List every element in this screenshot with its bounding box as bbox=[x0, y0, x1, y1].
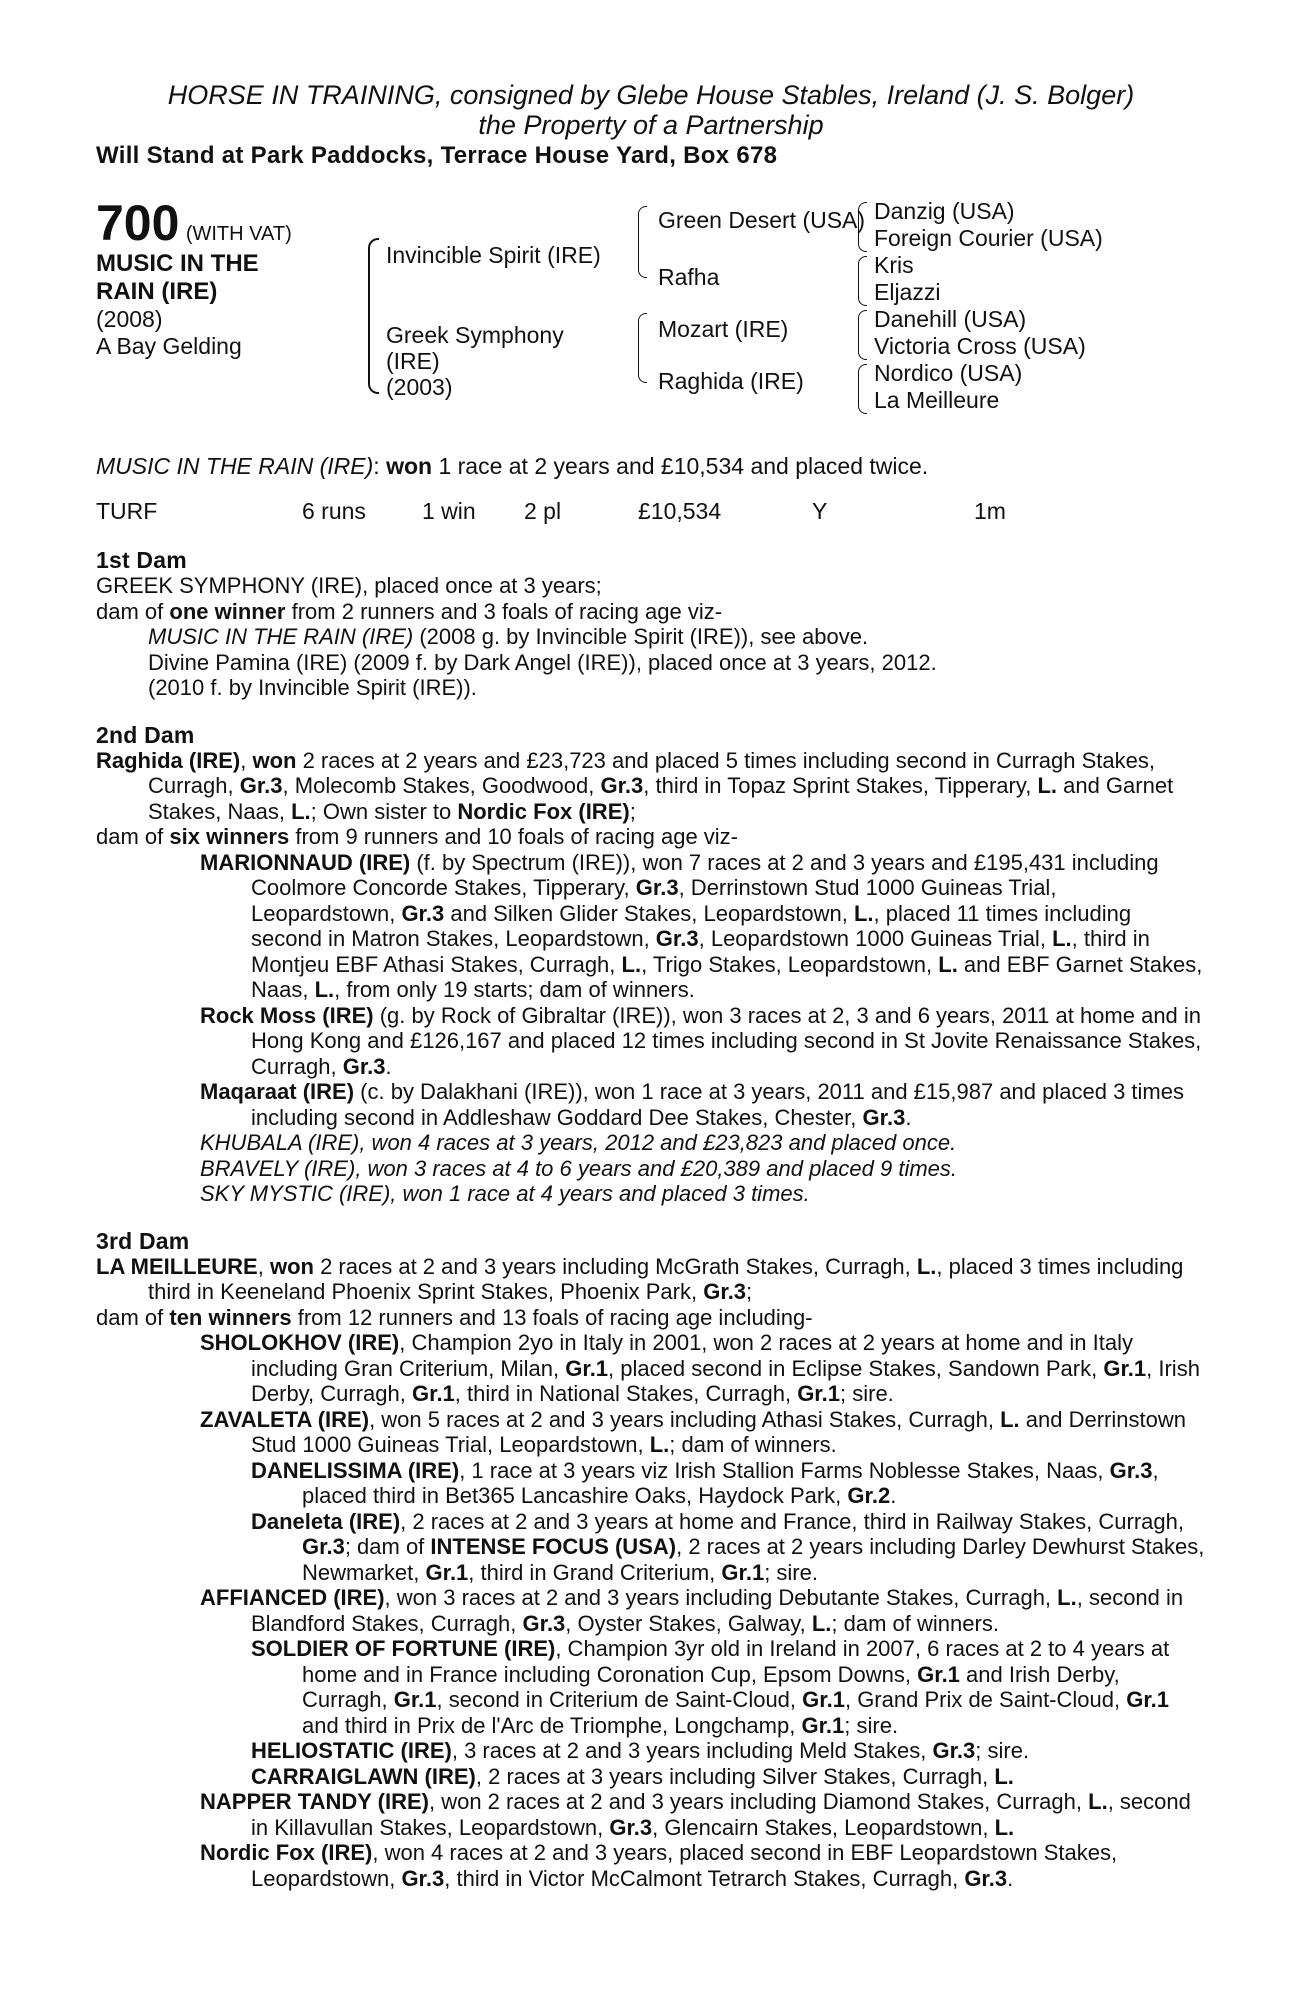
bold-text: Gr.3 bbox=[302, 1534, 345, 1559]
bold-text: Gr.1 bbox=[1126, 1687, 1170, 1712]
text: ; Own sister to bbox=[310, 798, 458, 824]
offspring-carraiglawn bbox=[96, 1764, 1206, 1790]
offspring-marionnaud bbox=[96, 850, 1206, 1003]
text: and EBF Garnet Stakes, Naas, bbox=[251, 951, 1203, 1002]
offspring-nordic-fox bbox=[96, 1840, 1206, 1891]
lot-number-block bbox=[96, 195, 292, 251]
offspring-bravely bbox=[96, 1156, 1206, 1182]
text: (g. by Rock of Gibraltar (IRE)), won 3 races at 2, 3 and 6 years, 2011 at home and in Hong Kong and £126,167 and placed 12 times including second in St Jovite Renaissance Stakes, Curragh, bbox=[251, 1002, 1202, 1079]
bold-text: Gr.3 bbox=[655, 926, 699, 951]
record-runs: 6 runs bbox=[302, 498, 366, 524]
text: . bbox=[1007, 1865, 1014, 1891]
text: , second in Killavullan Stakes, Leopardstown, bbox=[251, 1789, 1191, 1840]
text: , bbox=[240, 747, 253, 773]
bold-text: Gr.2 bbox=[847, 1483, 891, 1508]
record-earnings: £10,534 bbox=[638, 498, 722, 524]
bold-text: Daneleta (IRE) bbox=[251, 1508, 401, 1534]
text: , bbox=[257, 1253, 270, 1279]
bold-text: L. bbox=[291, 798, 311, 824]
bold-text: Gr.1 bbox=[917, 1661, 960, 1687]
italic-text: , won 1 race at 4 years and placed 3 times. bbox=[390, 1181, 810, 1206]
text: ; dam of winners. bbox=[831, 1610, 999, 1636]
bold-text: Gr.3 bbox=[342, 1053, 386, 1079]
winner-count: one winner bbox=[169, 598, 286, 624]
bold-text: INTENSE FOCUS (USA) bbox=[430, 1534, 677, 1559]
bold-text: NAPPER TANDY (IRE) bbox=[200, 1789, 429, 1814]
text: and Silken Glider Stakes, Leopardstown, bbox=[444, 900, 854, 926]
offspring-danelissima bbox=[96, 1458, 1206, 1509]
bold-text: L. bbox=[811, 1610, 832, 1636]
text: , 3 races at 2 and 3 years including Meld Stakes, bbox=[451, 1738, 933, 1763]
bold-text: ZAVALETA (IRE) bbox=[200, 1406, 370, 1432]
text: , placed 11 times including second in Matron Stakes, Leopardstown, bbox=[251, 900, 1132, 951]
summary-won: won bbox=[386, 453, 433, 479]
text: 2 races at 2 and 3 years including McGrath Stakes, Curragh, bbox=[313, 1253, 917, 1279]
bold-text: AFFIANCED (IRE) bbox=[200, 1585, 385, 1610]
text: and Irish Derby, Curragh, bbox=[302, 1661, 1120, 1712]
horse-name-line2: RAIN (IRE) bbox=[96, 278, 218, 305]
text: and third in Prix de l'Arc de Triomphe, Longchamp, bbox=[302, 1712, 802, 1738]
offspring-rock-moss bbox=[96, 1003, 1206, 1080]
gg-5: Danehill (USA) bbox=[874, 306, 1027, 332]
gg-8: La Meilleure bbox=[874, 387, 1000, 413]
pedigree-table bbox=[96, 195, 1206, 430]
first-dam-title: 1st Dam bbox=[96, 547, 187, 573]
offspring-zavaleta bbox=[96, 1407, 1206, 1458]
bold-text: DANELISSIMA (IRE) bbox=[251, 1457, 460, 1483]
second-dam-section bbox=[96, 723, 1206, 1207]
bold-text: CARRAIGLAWN (IRE) bbox=[251, 1763, 476, 1789]
text: , placed third in Bet365 Lancashire Oaks, Haydock Park, bbox=[302, 1457, 1159, 1508]
text: ; sire. bbox=[764, 1559, 818, 1585]
offspring-soldier-of-fortune bbox=[96, 1636, 1206, 1738]
lot-number: 700 bbox=[96, 195, 180, 251]
offspring-affianced bbox=[96, 1585, 1206, 1636]
bold-text: Gr.3 bbox=[862, 1104, 906, 1130]
text: ; bbox=[746, 1279, 753, 1304]
bold-text: Raghida (IRE) bbox=[96, 747, 241, 773]
offspring-1 bbox=[96, 624, 1206, 650]
offspring-napper-tandy bbox=[96, 1789, 1206, 1840]
text: , Leopardstown 1000 Guineas Trial, bbox=[698, 926, 1053, 951]
bold-text: Gr.3 bbox=[522, 1610, 566, 1636]
bold-text: Gr.3 bbox=[609, 1814, 653, 1840]
bold-text: L. bbox=[938, 951, 958, 977]
dam-name-line1: Greek Symphony bbox=[386, 322, 564, 348]
bold-text: Gr.3 bbox=[932, 1738, 976, 1763]
sire-dam-brace bbox=[368, 238, 379, 394]
sire-name: Invincible Spirit (IRE) bbox=[386, 242, 601, 268]
text: , 2 races at 2 and 3 years at home and France, third in Railway Stakes, Curragh, bbox=[400, 1508, 1184, 1534]
consignor-line: HORSE IN TRAINING, consigned by Glebe House Stables, Ireland (J. S. Bolger) bbox=[167, 80, 1135, 110]
g-brace-3 bbox=[858, 310, 867, 360]
text: , won 4 races at 2 and 3 years, placed second in EBF Leopardstown Stakes, Leopardstown, bbox=[251, 1840, 1118, 1891]
bold-text: L. bbox=[1057, 1585, 1077, 1610]
bold-text: Rock Moss (IRE) bbox=[200, 1002, 374, 1028]
third-dam-record bbox=[96, 1254, 1206, 1305]
record-distance: 1m bbox=[974, 498, 1006, 524]
text: dam of bbox=[96, 598, 170, 624]
dam-name-line3: (2003) bbox=[386, 374, 453, 400]
race-record-row bbox=[96, 496, 1206, 526]
bold-text: Nordic Fox (IRE) bbox=[200, 1840, 373, 1865]
bold-text: Gr.3 bbox=[703, 1279, 747, 1304]
bold-text: won bbox=[269, 1253, 314, 1279]
bold-text: won bbox=[252, 747, 297, 773]
bold-text: L. bbox=[1052, 926, 1072, 951]
italic-text: , won 4 races at 3 years, 2012 and £23,823 and placed once. bbox=[359, 1130, 957, 1155]
text: and Derrinstown Stud 1000 Guineas Trial, Leopardstown, bbox=[251, 1406, 1186, 1457]
italic-text: KHUBALA (IRE) bbox=[200, 1130, 360, 1155]
text: (f. by Spectrum (IRE)), won 7 races at 2 and 3 years and £195,431 including Coolmore Concorde Stakes, Tipperary, bbox=[251, 849, 1159, 900]
bold-text: Gr.3 bbox=[1109, 1457, 1153, 1483]
third-dam-produce-summary bbox=[96, 1305, 1206, 1331]
bold-text: Gr.3 bbox=[600, 773, 644, 798]
text: ; sire. bbox=[975, 1738, 1030, 1763]
bold-text: Gr.3 bbox=[401, 1865, 445, 1891]
text: , won 5 races at 2 and 3 years including Athasi Stakes, Curragh, bbox=[369, 1406, 1001, 1432]
text: , second in Criterium de Saint-Cloud, bbox=[436, 1687, 803, 1712]
bold-text: Gr.1 bbox=[411, 1381, 455, 1406]
text: , 1 race at 3 years viz Irish Stallion Farms Noblesse Stakes, Naas, bbox=[459, 1457, 1110, 1483]
text: , Derrinstown Stud 1000 Guineas Trial, Leopardstown, bbox=[251, 875, 1057, 926]
stabling-line: Will Stand at Park Paddocks, Terrace House Yard, Box 678 bbox=[96, 142, 778, 169]
text: . bbox=[905, 1104, 912, 1130]
bold-text: L. bbox=[1088, 1789, 1108, 1814]
horse-name-line1: MUSIC IN THE bbox=[96, 250, 259, 277]
second-dam-record bbox=[96, 748, 1206, 825]
text: , third in Montjeu EBF Athasi Stakes, Curragh, bbox=[251, 926, 1150, 977]
text: , Glencairn Stakes, Leopardstown, bbox=[652, 1814, 995, 1840]
bold-text: L. bbox=[621, 951, 642, 977]
text: ; sire. bbox=[844, 1712, 899, 1738]
bold-text: L. bbox=[853, 900, 874, 926]
text: ; dam of bbox=[344, 1534, 431, 1559]
bold-text: Gr.3 bbox=[401, 900, 445, 926]
text: , third in Victor McCalmont Tetrarch Stakes, Curragh, bbox=[444, 1865, 965, 1891]
summary-rest: 1 race at 2 years and £10,534 and placed twice. bbox=[438, 453, 929, 479]
bold-text: ten winners bbox=[169, 1304, 292, 1330]
text: , 2 races at 2 years including Darley Dewhurst Stakes, Newmarket, bbox=[302, 1534, 1205, 1585]
horse-description: A Bay Gelding bbox=[96, 333, 242, 359]
second-dam-title: 2nd Dam bbox=[96, 721, 195, 748]
vat-note: (WITH VAT) bbox=[185, 223, 292, 245]
text: , Grand Prix de Saint-Cloud, bbox=[844, 1687, 1127, 1712]
dam-sire: Mozart (IRE) bbox=[658, 316, 789, 342]
text: dam of bbox=[96, 824, 170, 849]
bold-text: Gr.3 bbox=[964, 1865, 1008, 1891]
offspring-3: (2010 f. by Invincible Spirit (IRE)). bbox=[148, 675, 477, 700]
bold-text: Nordic Fox (IRE) bbox=[457, 798, 630, 824]
text: . bbox=[890, 1483, 897, 1508]
gg-3: Kris bbox=[874, 252, 914, 278]
sire-parents-brace bbox=[638, 206, 647, 278]
catalogue-page bbox=[96, 80, 1206, 1891]
text: ; bbox=[629, 798, 636, 824]
bold-text: L. bbox=[314, 977, 335, 1002]
offspring-heliostatic bbox=[96, 1738, 1206, 1764]
offspring-detail: (2008 g. by Invincible Spirit (IRE)), see above. bbox=[413, 624, 869, 649]
property-line: the Property of a Partnership bbox=[478, 110, 824, 140]
text: , second in Blandford Stakes, Curragh, bbox=[251, 1585, 1184, 1636]
bold-text: Gr.1 bbox=[1103, 1355, 1147, 1381]
text: , placed 3 times including third in Keeneland Phoenix Sprint Stakes, Phoenix Park, bbox=[148, 1253, 1184, 1304]
g-brace-1 bbox=[858, 202, 867, 252]
dam-parents-brace bbox=[638, 313, 647, 383]
bold-text: L. bbox=[916, 1253, 937, 1279]
text: (c. by Dalakhani (IRE)), won 1 race at 3 years, 2011 and £15,987 and placed 3 times including second in Addleshaw Goddard Dee Stakes, Chester, bbox=[251, 1079, 1184, 1130]
gg-4: Eljazzi bbox=[874, 279, 941, 305]
first-dam-produce-summary bbox=[96, 599, 1206, 625]
text: , Champion 3yr old in Ireland in 2007, 6 races at 2 to 4 years at home and in France including Coronation Cup, Epsom Downs, bbox=[302, 1636, 1170, 1687]
record-placed: 2 pl bbox=[524, 498, 562, 524]
bold-text: L. bbox=[994, 1814, 1015, 1840]
third-dam-title: 3rd Dam bbox=[96, 1227, 190, 1254]
bold-text: six winners bbox=[169, 824, 290, 849]
italic-text: SKY MYSTIC (IRE) bbox=[200, 1181, 391, 1206]
offspring-khubala bbox=[96, 1130, 1206, 1156]
bold-text: HELIOSTATIC (IRE) bbox=[251, 1738, 452, 1763]
text: , Champion 2yo in Italy in 2001, won 2 races at 2 years at home and in Italy including Gran Criterium, Milan, bbox=[251, 1330, 1133, 1381]
text: , won 3 races at 2 and 3 years including Debutante Stakes, Curragh, bbox=[384, 1585, 1058, 1610]
first-dam-section bbox=[96, 548, 1206, 701]
bold-text: L. bbox=[1037, 773, 1057, 798]
bold-text: L. bbox=[994, 1763, 1014, 1789]
offspring-maqaraat bbox=[96, 1079, 1206, 1130]
bold-text: LA MEILLEURE bbox=[96, 1253, 258, 1279]
sire-sire: Green Desert (USA) bbox=[658, 207, 866, 233]
bold-text: Gr.1 bbox=[565, 1355, 609, 1381]
text: , third in Topaz Sprint Stakes, Tipperary, bbox=[643, 773, 1038, 798]
italic-text: BRAVELY (IRE) bbox=[200, 1155, 356, 1181]
dam-dam: Raghida (IRE) bbox=[658, 368, 804, 394]
text: , won 2 races at 2 and 3 years including Diamond Stakes, Curragh, bbox=[428, 1789, 1089, 1814]
offspring-sky-mystic bbox=[96, 1181, 1206, 1207]
gg-2: Foreign Courier (USA) bbox=[874, 225, 1103, 251]
summary-colon: : bbox=[373, 453, 380, 479]
bold-text: Gr.1 bbox=[802, 1687, 845, 1712]
text: ; dam of winners. bbox=[669, 1432, 837, 1457]
bold-text: Gr.3 bbox=[635, 875, 679, 900]
record-y: Y bbox=[812, 498, 828, 524]
bold-text: Gr.1 bbox=[721, 1559, 765, 1585]
text: , Irish Derby, Curragh, bbox=[251, 1355, 1200, 1406]
bold-text: Gr.1 bbox=[425, 1559, 469, 1585]
bold-text: Gr.3 bbox=[239, 773, 283, 798]
bold-text: L. bbox=[1000, 1406, 1020, 1432]
bold-text: MARIONNAUD (IRE) bbox=[200, 849, 411, 875]
text: , 2 races at 3 years including Silver Stakes, Curragh, bbox=[475, 1763, 995, 1789]
dam-name-line2: (IRE) bbox=[386, 348, 440, 374]
g-brace-4 bbox=[858, 364, 867, 414]
text: , Oyster Stakes, Galway, bbox=[565, 1610, 812, 1636]
gg-7: Nordico (USA) bbox=[874, 360, 1023, 386]
first-dam-record: GREEK SYMPHONY (IRE), placed once at 3 years; bbox=[96, 573, 602, 598]
text: from 9 runners and 10 foals of racing age viz- bbox=[289, 824, 739, 849]
text: from 2 runners and 3 foals of racing age viz- bbox=[285, 598, 723, 624]
bold-text: Maqaraat (IRE) bbox=[200, 1079, 355, 1104]
text: , Trigo Stakes, Leopardstown, bbox=[641, 951, 939, 977]
text: , from only 19 starts; dam of winners. bbox=[334, 977, 695, 1002]
bold-text: Gr.1 bbox=[801, 1712, 845, 1738]
g-brace-2 bbox=[858, 256, 867, 306]
bold-text: Gr.1 bbox=[393, 1687, 437, 1712]
text: . bbox=[385, 1053, 392, 1079]
text: 2 races at 2 years and £23,723 and placed 5 times including second in Curragh Stakes, Curragh, bbox=[148, 747, 1155, 798]
gg-1: Danzig (USA) bbox=[874, 198, 1015, 224]
bold-text: L. bbox=[649, 1432, 670, 1457]
text: , placed second in Eclipse Stakes, Sandown Park, bbox=[608, 1355, 1104, 1381]
record-wins: 1 win bbox=[422, 498, 476, 524]
text: , third in Grand Criterium, bbox=[468, 1559, 722, 1585]
text: , Molecomb Stakes, Goodwood, bbox=[282, 773, 601, 798]
italic-text: , won 3 races at 4 to 6 years and £20,389 and placed 9 times. bbox=[355, 1155, 958, 1181]
text: and Garnet Stakes, Naas, bbox=[148, 773, 1174, 824]
text: from 12 runners and 13 foals of racing age including- bbox=[291, 1304, 813, 1330]
text: , third in National Stakes, Curragh, bbox=[454, 1381, 798, 1406]
second-dam-produce-summary bbox=[96, 824, 1206, 850]
text: dam of bbox=[96, 1304, 170, 1330]
summary-horse-name: MUSIC IN THE RAIN (IRE) bbox=[96, 453, 374, 479]
bold-text: SOLDIER OF FORTUNE (IRE) bbox=[251, 1636, 556, 1661]
record-surface: TURF bbox=[96, 498, 158, 524]
race-summary bbox=[96, 452, 1206, 480]
text: ; sire. bbox=[840, 1381, 894, 1406]
gg-6: Victoria Cross (USA) bbox=[874, 333, 1086, 359]
offspring-name: MUSIC IN THE RAIN (IRE) bbox=[148, 624, 414, 649]
bold-text: Gr.1 bbox=[797, 1381, 840, 1406]
bold-text: SHOLOKHOV (IRE) bbox=[200, 1330, 400, 1355]
third-dam-section bbox=[96, 1229, 1206, 1892]
sire-dam: Rafha bbox=[658, 264, 720, 290]
offspring-daneleta bbox=[96, 1509, 1206, 1586]
offspring-2: Divine Pamina (IRE) (2009 f. by Dark Angel (IRE)), placed once at 3 years, 2012. bbox=[148, 649, 937, 675]
offspring-sholokhov bbox=[96, 1330, 1206, 1407]
foaling-year: (2008) bbox=[96, 306, 163, 332]
